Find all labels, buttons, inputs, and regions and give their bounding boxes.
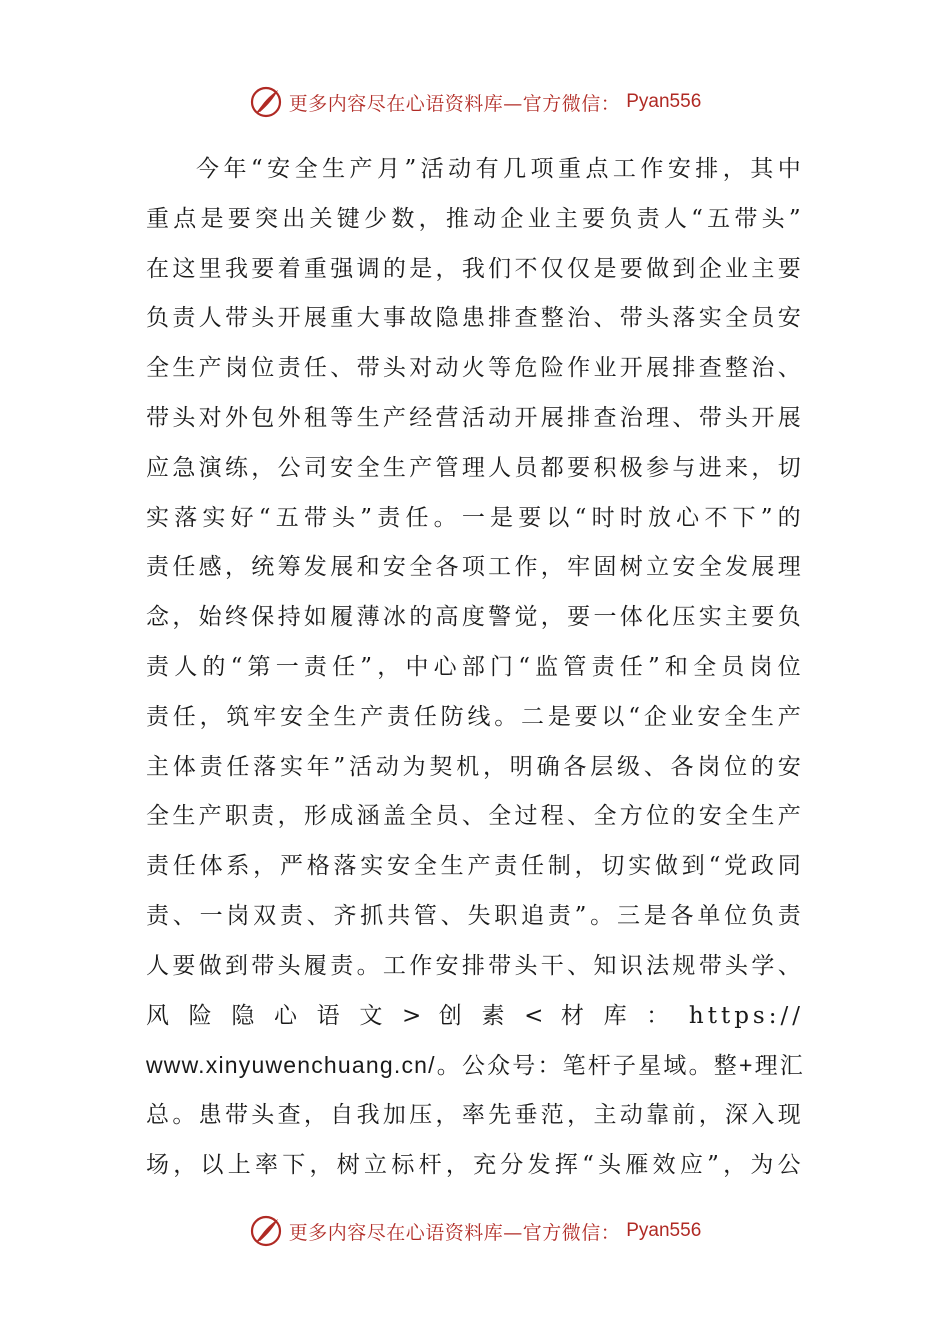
document-body: [146, 145, 804, 1191]
body-line-21: 场，以上率下，树立标杆，充分发挥“头雁效应”，为公: [146, 1151, 804, 1178]
body-line-1: 今年“安全生产月”活动有几项重点工作安排，其中: [196, 156, 804, 182]
body-line-16: 责、一岗双责、齐抓共管、失职追责”。三是各单位负责: [146, 902, 804, 929]
header-banner-text: 更多内容尽在心语资料库—官方微信：: [288, 92, 621, 115]
body-line-19: www.xinyuwenchuang.cn/。公众号：笔杆子星域。整+理汇: [146, 1052, 804, 1079]
body-line-15: 责任体系，严格落实安全生产责任制，切实做到“党政同: [146, 853, 804, 880]
body-line-4: 负责人带头开展重大事故隐患排查整治、带头落实全员安: [146, 305, 804, 332]
body-line-5: 全生产岗位责任、带头对动火等危险作业开展排查整治、: [146, 355, 804, 382]
body-line-8: 实落实好“五带头”责任。一是要以“时时放心不下”的: [146, 504, 804, 531]
body-line-11: 责人的“第一责任”，中心部门“监管责任”和全员岗位: [146, 653, 804, 680]
footer-banner-text: 更多内容尽在心语资料库—官方微信：: [288, 1221, 621, 1244]
body-line-7: 应急演练，公司安全生产管理人员都要积极参与进来，切: [146, 454, 804, 481]
body-line-12: 责任，筑牢安全生产责任防线。二是要以“企业安全生产: [146, 703, 804, 730]
body-line-9: 责任感，统筹发展和安全各项工作，牢固树立安全发展理: [146, 554, 804, 581]
body-line-20: 总。患带头查，自我加压，率先垂范，主动靠前，深入现: [146, 1102, 804, 1129]
body-line-14: 全生产职责，形成涵盖全员、全过程、全方位的安全生产: [146, 803, 804, 830]
quill-pen-logo-icon: [249, 85, 283, 119]
footer-wechat-id: Pyan556: [626, 1220, 702, 1241]
footer-banner: [0, 1211, 950, 1251]
body-line-3: 在这里我要着重强调的是，我们不仅仅是要做到企业主要: [146, 255, 804, 282]
header-banner: [0, 82, 950, 122]
header-wechat-id: Pyan556: [626, 91, 702, 112]
body-line-2: 重点是要突出关键少数，推动企业主要负责人“五带头”: [146, 205, 804, 232]
body-line-18: 风 险 隐 心 语 文 > 创 素 < 材 库 ： https://: [146, 1002, 804, 1029]
body-line-17: 人要做到带头履责。工作安排带头干、知识法规带头学、: [146, 952, 804, 979]
body-line-10: 念，始终保持如履薄冰的高度警觉，要一体化压实主要负: [146, 604, 804, 631]
body-line-6: 带头对外包外租等生产经营活动开展排查治理、带头开展: [146, 404, 804, 431]
body-line-13: 主体责任落实年”活动为契机，明确各层级、各岗位的安: [146, 753, 804, 780]
quill-pen-logo-icon: [249, 1214, 283, 1248]
